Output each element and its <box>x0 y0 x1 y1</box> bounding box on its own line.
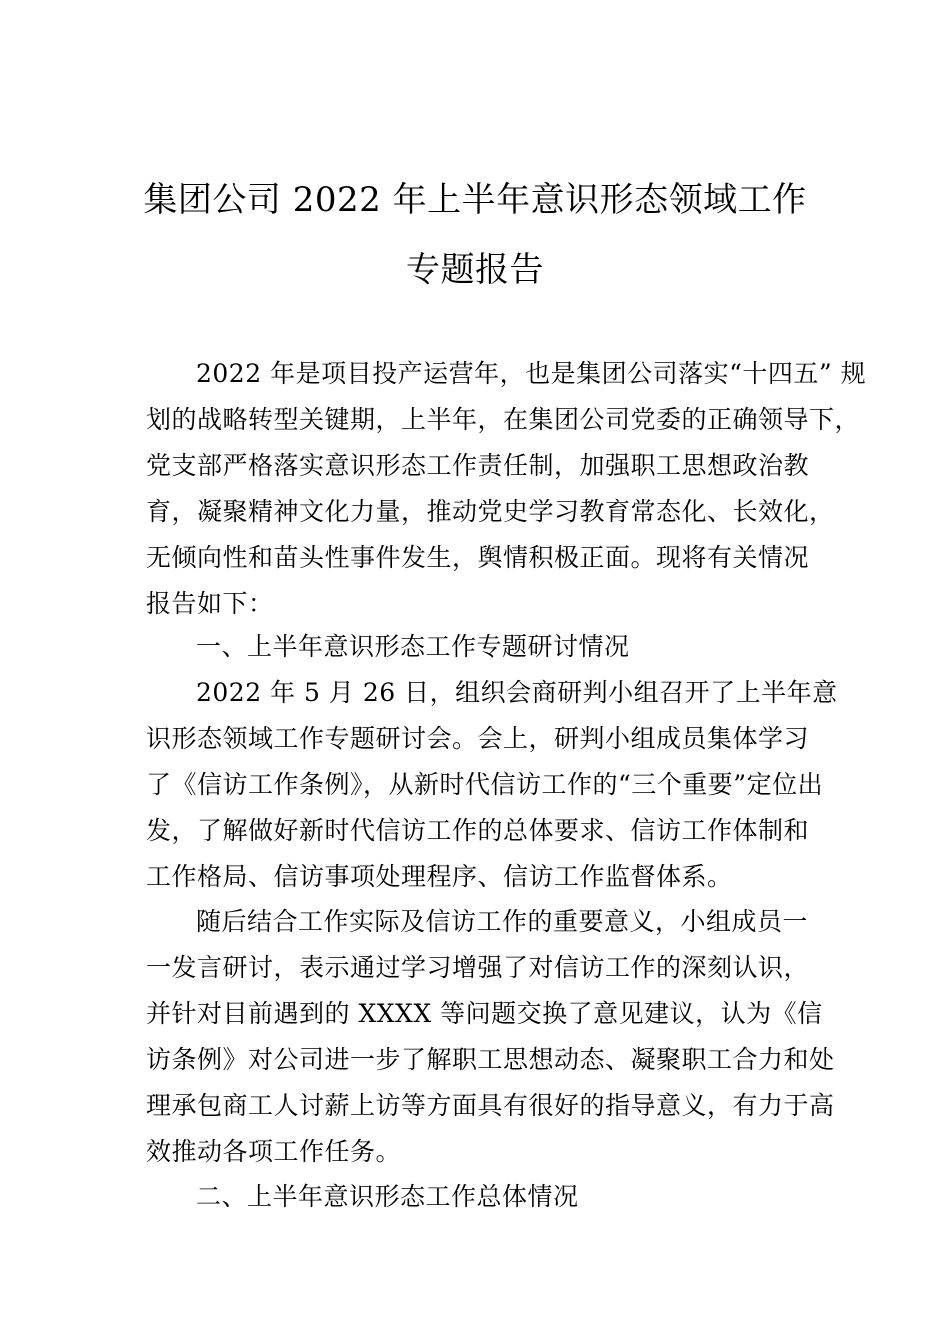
body-line-12: 随后结合工作实际及信访工作的重要意义，小组成员一 <box>196 907 809 936</box>
document-title-line-1: 集团公司 2022 年上半年意识形态领域工作 <box>143 180 807 220</box>
body-line-11: 工作格局、信访事项处理程序、信访工作监督体系。 <box>146 862 733 891</box>
body-line-7: 2022 年 5 月 26 日，组织会商研判小组召开了上半年意 <box>196 678 838 707</box>
body-line-10: 发，了解做好新时代信访工作的总体要求、信访工作体制和 <box>146 816 810 845</box>
body-line-13: 一发言研讨，表示通过学习增强了对信访工作的深刻认识， <box>146 953 810 982</box>
body-line-17: 效推动各项工作任务。 <box>146 1137 402 1166</box>
section-heading-1: 一、上半年意识形态工作专题研讨情况 <box>196 632 630 661</box>
section-heading-2: 二、上半年意识形态工作总体情况 <box>196 1182 579 1211</box>
body-line-8: 识形态领域工作专题研讨会。会上，研判小组成员集体学习 <box>146 724 810 753</box>
body-line-2: 划的战略转型关键期，上半年，在集团公司党委的正确领导下， <box>146 405 861 434</box>
body-line-15: 访条例》对公司进一步了解职工思想动态、凝聚职工合力和处 <box>146 1045 835 1074</box>
body-line-5: 无倾向性和苗头性事件发生，舆情积极正面。现将有关情况 <box>146 543 810 572</box>
body-line-14: 并针对目前遇到的 XXXX 等问题交换了意见建议，认为《信 <box>146 999 823 1028</box>
body-line-1: 2022 年是项目投产运营年，也是集团公司落实“十四五” 规 <box>196 359 867 388</box>
body-line-9: 了《信访工作条例》，从新时代信访工作的“三个重要”定位出 <box>146 770 824 799</box>
body-line-3: 党支部严格落实意识形态工作责任制，加强职工思想政治教 <box>146 451 810 480</box>
body-line-4: 育，凝聚精神文化力量，推动党史学习教育常态化、长效化， <box>146 497 835 526</box>
body-line-6: 报告如下： <box>146 589 274 618</box>
body-line-16: 理承包商工人讨薪上访等方面具有很好的指导意义，有力于高 <box>146 1091 835 1120</box>
document-title-line-2: 专题报告 <box>406 250 544 290</box>
